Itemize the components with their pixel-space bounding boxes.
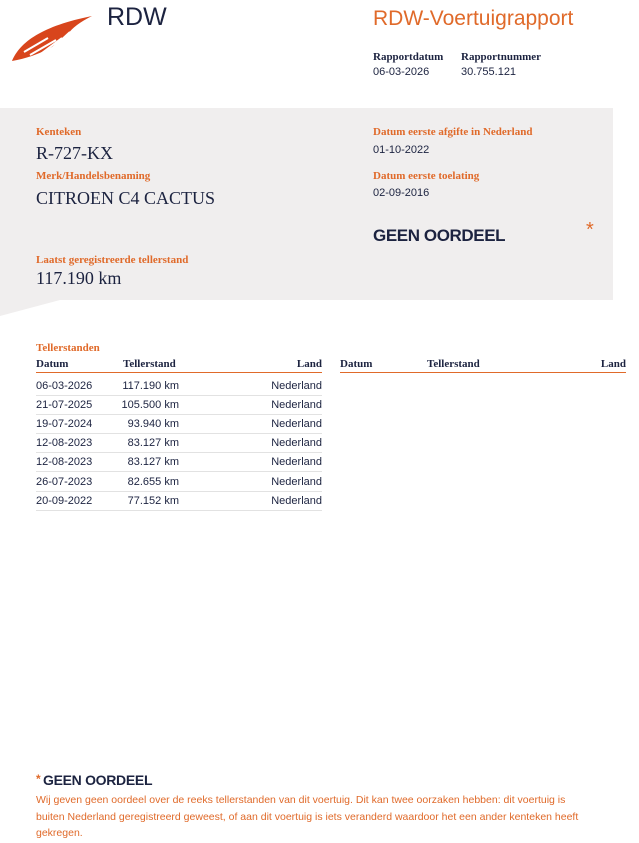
col-land-header: Land <box>600 358 626 370</box>
row-tellerstand: 82.655 km <box>127 476 179 488</box>
table-header-left <box>36 358 322 373</box>
eerste-toelating-value: 02-09-2016 <box>373 187 430 199</box>
table-row <box>36 376 322 396</box>
row-land: Nederland <box>271 476 322 488</box>
eerste-toelating-label: Datum eerste toelating <box>373 170 480 182</box>
row-datum: 06-03-2026 <box>36 380 93 392</box>
row-land: Nederland <box>271 437 322 449</box>
col-tellerstand-header: Tellerstand <box>427 358 480 370</box>
row-datum: 21-07-2025 <box>36 399 93 411</box>
row-tellerstand: 83.127 km <box>127 456 179 468</box>
row-tellerstand: 117.190 km <box>122 380 179 392</box>
rdw-logo-icon <box>10 14 96 64</box>
table-row <box>36 433 322 453</box>
rapportdatum-label: Rapportdatum <box>373 51 444 63</box>
report-title: RDW-Voertuigrapport <box>373 7 574 30</box>
table-row <box>36 491 322 511</box>
table-header-right <box>340 358 626 373</box>
verdict-footnote-marker: * <box>586 219 594 241</box>
col-tellerstand-header: Tellerstand <box>123 358 176 370</box>
kenteken-label: Kenteken <box>36 126 82 138</box>
verdict-text: GEEN OORDEEL <box>373 226 506 245</box>
table-row <box>36 472 322 492</box>
row-datum: 12-08-2023 <box>36 437 93 449</box>
row-tellerstand: 93.940 km <box>127 418 179 430</box>
row-tellerstand: 77.152 km <box>127 495 179 507</box>
col-datum-header: Datum <box>36 358 69 370</box>
kenteken-value: R-727-KX <box>36 143 113 163</box>
row-land: Nederland <box>271 456 322 468</box>
footnote-marker: * <box>36 772 41 786</box>
row-datum: 12-08-2023 <box>36 456 93 468</box>
rapportnummer-label: Rapportnummer <box>461 51 542 63</box>
row-datum: 20-09-2022 <box>36 495 93 507</box>
merk-value: CITROEN C4 CACTUS <box>36 188 216 208</box>
col-datum-header: Datum <box>340 358 373 370</box>
rapportdatum-value: 06-03-2026 <box>373 66 430 78</box>
row-land: Nederland <box>271 380 322 392</box>
table-row <box>36 452 322 472</box>
panel-notch <box>0 300 60 316</box>
footnote-title: GEEN OORDEEL <box>43 772 153 788</box>
row-land: Nederland <box>271 399 322 411</box>
footnote-text: Wij geven geen oordeel over de reeks tellerstanden van dit voertuig. Dit kan twee oorzaken hebben: dit voertuig is buiten Nederland geregistreerd geweest, of aan dit voertuig is iets veranderd waardoor het een ander kenteken heeft gekregen. <box>36 794 579 839</box>
row-land: Nederland <box>271 495 322 507</box>
row-tellerstand: 105.500 km <box>121 399 179 411</box>
laatste-stand-label: Laatst geregistreerde tellerstand <box>36 254 189 266</box>
merk-label: Merk/Handelsbenaming <box>36 170 151 182</box>
tellerstanden-title: Tellerstanden <box>36 342 100 354</box>
eerste-afgifte-label: Datum eerste afgifte in Nederland <box>373 126 533 138</box>
col-land-header: Land <box>296 358 322 370</box>
row-land: Nederland <box>271 418 322 430</box>
row-datum: 19-07-2024 <box>36 418 93 430</box>
table-row <box>36 414 322 434</box>
row-datum: 26-07-2023 <box>36 476 93 488</box>
laatste-stand-value: 117.190 km <box>36 268 122 288</box>
row-tellerstand: 83.127 km <box>127 437 179 449</box>
table-row <box>36 395 322 415</box>
eerste-afgifte-value: 01-10-2022 <box>373 144 430 156</box>
brand-name: RDW <box>107 3 167 31</box>
rapportnummer-value: 30.755.121 <box>461 66 517 78</box>
